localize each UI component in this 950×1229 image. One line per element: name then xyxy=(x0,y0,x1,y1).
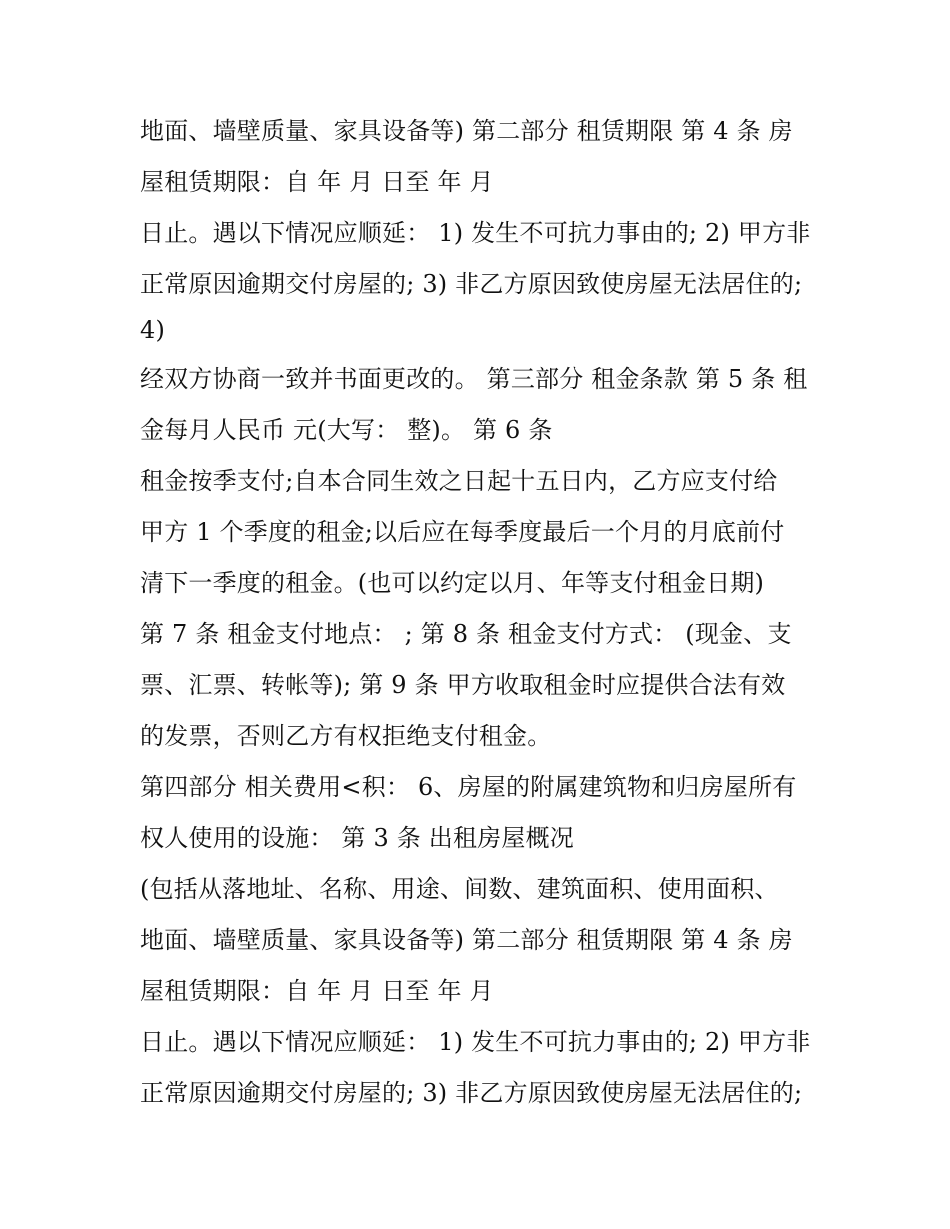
document-body xyxy=(140,106,820,1119)
text-line: 第 7 条 租金支付地点： ; 第 8 条 租金支付方式： (现金、支 xyxy=(140,620,792,648)
text-line: 屋租赁期限：自 年 月 日至 年 月 xyxy=(140,168,494,196)
text-line: 正常原因逾期交付房屋的; 3) 非乙方原因致使房屋无法居住的; xyxy=(140,1079,803,1107)
text-line: 地面、墙壁质量、家具设备等) 第二部分 租赁期限 第 4 条 房 xyxy=(140,117,793,145)
text-line: 票、汇票、转帐等); 第 9 条 甲方收取租金时应提供合法有效 xyxy=(140,671,786,699)
text-line: 清下一季度的租金。(也可以约定以月、年等支付租金日期) xyxy=(140,569,765,597)
text-line: 地面、墙壁质量、家具设备等) 第二部分 租赁期限 第 4 条 房 xyxy=(140,926,793,954)
text-line: 正常原因逾期交付房屋的; 3) 非乙方原因致使房屋无法居住的; xyxy=(140,270,803,298)
text-line: 租金按季支付;自本合同生效之日起十五日内，乙方应支付给 xyxy=(140,467,778,495)
text-line: 金每月人民币 元(大写： 整)。 第 6 条 xyxy=(140,416,553,444)
text-line: 的发票，否则乙方有权拒绝支付租金。 xyxy=(140,722,552,750)
text-line: 权人使用的设施： 第 3 条 出租房屋概况 xyxy=(140,824,574,852)
text-line: 日止。遇以下情况应顺延： 1) 发生不可抗力事由的; 2) 甲方非 xyxy=(140,1028,811,1056)
text-line: 日止。遇以下情况应顺延： 1) 发生不可抗力事由的; 2) 甲方非 xyxy=(140,219,811,247)
text-line: 经双方协商一致并书面更改的。 第三部分 租金条款 第 5 条 租 xyxy=(140,365,808,393)
text-line: (包括从落地址、名称、用途、间数、建筑面积、使用面积、 xyxy=(140,875,779,903)
text-line: 甲方 1 个季度的租金;以后应在每季度最后一个月的月底前付 xyxy=(140,518,785,546)
text-line: 第四部分 相关费用<积： 6、房屋的附属建筑物和归房屋所有 xyxy=(140,773,797,801)
text-line: 屋租赁期限：自 年 月 日至 年 月 xyxy=(140,977,494,1005)
text-line: 4) xyxy=(140,316,166,344)
